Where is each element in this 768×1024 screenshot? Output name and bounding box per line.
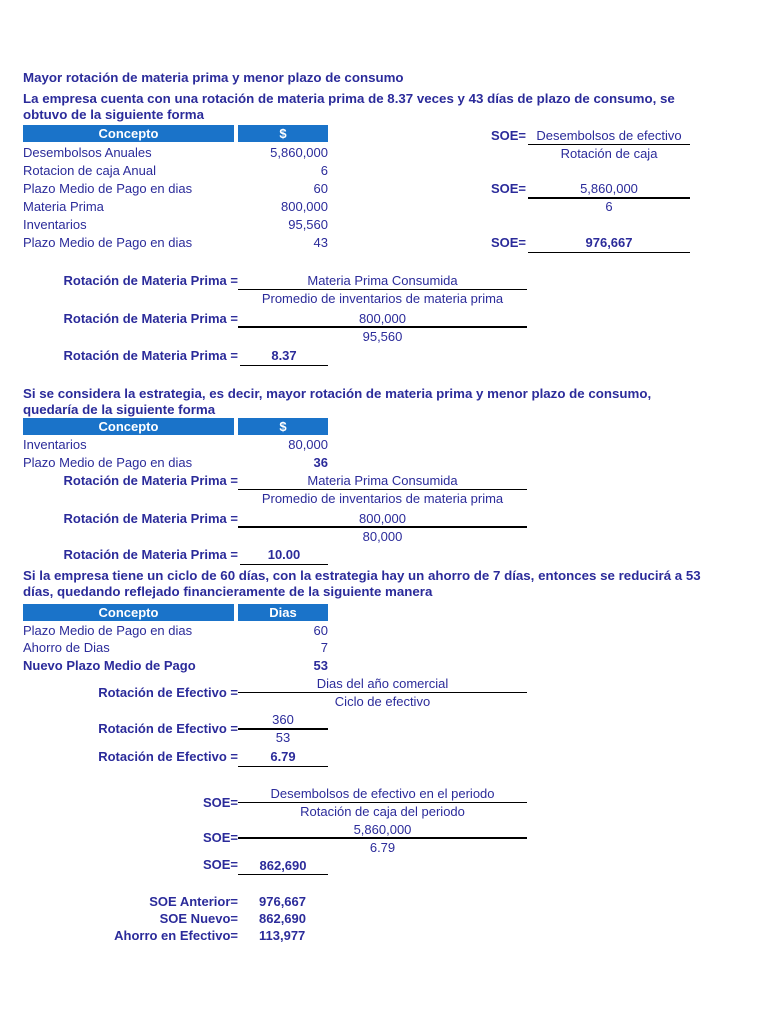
table3-row-value: 53: [313, 658, 328, 673]
table1-row-value: 43: [313, 235, 328, 250]
cash-rotation-label: Rotación de Efectivo =: [98, 721, 238, 736]
cash-rotation-denominator-value: 53: [275, 730, 291, 745]
soe-result: 976,667: [585, 235, 633, 250]
table2-row-label: Plazo Medio de Pago en dias: [23, 455, 193, 470]
table1-row-value: 6: [320, 163, 328, 178]
table2-row-value: 36: [313, 455, 328, 470]
rotation-label: Rotación de Materia Prima =: [63, 348, 238, 363]
table1-header-value: $: [238, 125, 328, 142]
table1-row-label: Plazo Medio de Pago en dias: [23, 235, 193, 250]
section1-description: La empresa cuenta con una rotación de materia prima de 8.37 veces y 43 días de plazo de consumo, se obtuvo de la siguiente forma: [23, 91, 675, 122]
rotation-denominator-value: 95,560: [362, 329, 403, 344]
table1-row-value: 60: [313, 181, 328, 196]
rotation-label: Rotación de Materia Prima =: [63, 311, 238, 326]
section3-title: Si la empresa tiene un ciclo de 60 días, con la estrategia hay un ahorro de 7 días, entonces se reducirá a 53 días, quedando reflejado financieramente de la siguiente manera: [23, 568, 701, 599]
rotation-result: 8.37: [271, 348, 297, 363]
table2-header-concept: Concepto: [23, 418, 234, 435]
new-soe-label: SOE=: [202, 830, 238, 845]
soe-numerator: Desembolsos de efectivo: [536, 128, 682, 143]
table1-row-label: Inventarios: [23, 217, 87, 232]
soe-denominator-value: 6: [605, 199, 613, 214]
section1-title: Mayor rotación de materia prima y menor plazo de consumo: [23, 70, 404, 85]
new-soe-denominator-value: 6.79: [369, 840, 396, 855]
section2-title: Si se considera la estrategia, es decir, mayor rotación de materia prima y menor plazo de consumo, quedaría de la siguiente forma: [23, 386, 652, 417]
table1-row-label: Rotacion de caja Anual: [23, 163, 156, 178]
cash-rotation-numerator: Dias del año comercial: [316, 676, 449, 691]
table3-row-value: 7: [320, 640, 328, 655]
table2-header-value: $: [238, 418, 328, 435]
summary-label: SOE Nuevo=: [159, 911, 238, 926]
rotation-label: Rotación de Materia Prima =: [63, 511, 238, 526]
summary-label: Ahorro en Efectivo=: [114, 928, 238, 943]
result-underline: [238, 766, 328, 767]
rotation-denominator: Promedio de inventarios de materia prima: [261, 491, 504, 506]
table1-header-concept: Concepto: [23, 125, 234, 142]
result-underline: [528, 252, 690, 253]
table3-row-label: Plazo Medio de Pago en dias: [23, 623, 193, 638]
cash-rotation-result: 6.79: [270, 749, 296, 764]
table1-row-label: Desembolsos Anuales: [23, 145, 152, 160]
soe-numerator-value: 5,860,000: [580, 181, 638, 196]
soe-label: SOE=: [490, 128, 526, 143]
summary-value: 976,667: [259, 894, 306, 909]
cash-rotation-denominator: Ciclo de efectivo: [334, 694, 431, 709]
table3-row-label: Nuevo Plazo Medio de Pago: [23, 658, 196, 673]
table3-header-concept: Concepto: [23, 604, 234, 621]
table1-row-label: Plazo Medio de Pago en dias: [23, 181, 193, 196]
table2-row-value: 80,000: [288, 437, 328, 452]
soe-label: SOE=: [490, 181, 526, 196]
rotation-label: Rotación de Materia Prima =: [63, 273, 238, 288]
new-soe-label: SOE=: [202, 795, 238, 810]
table1-row-value: 800,000: [281, 199, 328, 214]
rotation-label: Rotación de Materia Prima =: [63, 547, 238, 562]
rotation-denominator: Promedio de inventarios de materia prima: [261, 291, 504, 306]
table1-row-label: Materia Prima: [23, 199, 104, 214]
new-soe-label: SOE=: [202, 857, 238, 872]
rotation-label: Rotación de Materia Prima =: [63, 473, 238, 488]
rotation-numerator: Materia Prima Consumida: [307, 273, 458, 288]
cash-rotation-label: Rotación de Efectivo =: [98, 685, 238, 700]
table1-row-value: 95,560: [288, 217, 328, 232]
new-soe-denominator: Rotación de caja del periodo: [300, 804, 465, 819]
rotation-result: 10.00: [267, 547, 301, 562]
result-underline: [238, 874, 328, 875]
soe-label: SOE=: [490, 235, 526, 250]
rotation-numerator-value: 800,000: [359, 511, 406, 526]
soe-denominator: Rotación de caja: [560, 146, 658, 161]
summary-value: 862,690: [259, 911, 306, 926]
new-soe-numerator-value: 5,860,000: [353, 822, 412, 837]
cash-rotation-numerator-value: 360: [272, 712, 294, 727]
summary-value: 113,977: [259, 928, 306, 943]
result-underline: [240, 365, 328, 366]
rotation-denominator-value: 80,000: [362, 529, 403, 544]
new-soe-numerator: Desembolsos de efectivo en el periodo: [270, 786, 495, 801]
rotation-numerator-value: 800,000: [359, 311, 406, 326]
table2-row-label: Inventarios: [23, 437, 87, 452]
table3-row-label: Ahorro de Dias: [23, 640, 110, 655]
cash-rotation-label: Rotación de Efectivo =: [98, 749, 238, 764]
table3-row-value: 60: [313, 623, 328, 638]
summary-label: SOE Anterior=: [149, 894, 238, 909]
rotation-numerator: Materia Prima Consumida: [307, 473, 458, 488]
new-soe-result: 862,690: [259, 858, 307, 873]
table3-header-value: Dias: [238, 604, 328, 621]
table1-row-value: 5,860,000: [270, 145, 328, 160]
result-underline: [240, 564, 328, 565]
